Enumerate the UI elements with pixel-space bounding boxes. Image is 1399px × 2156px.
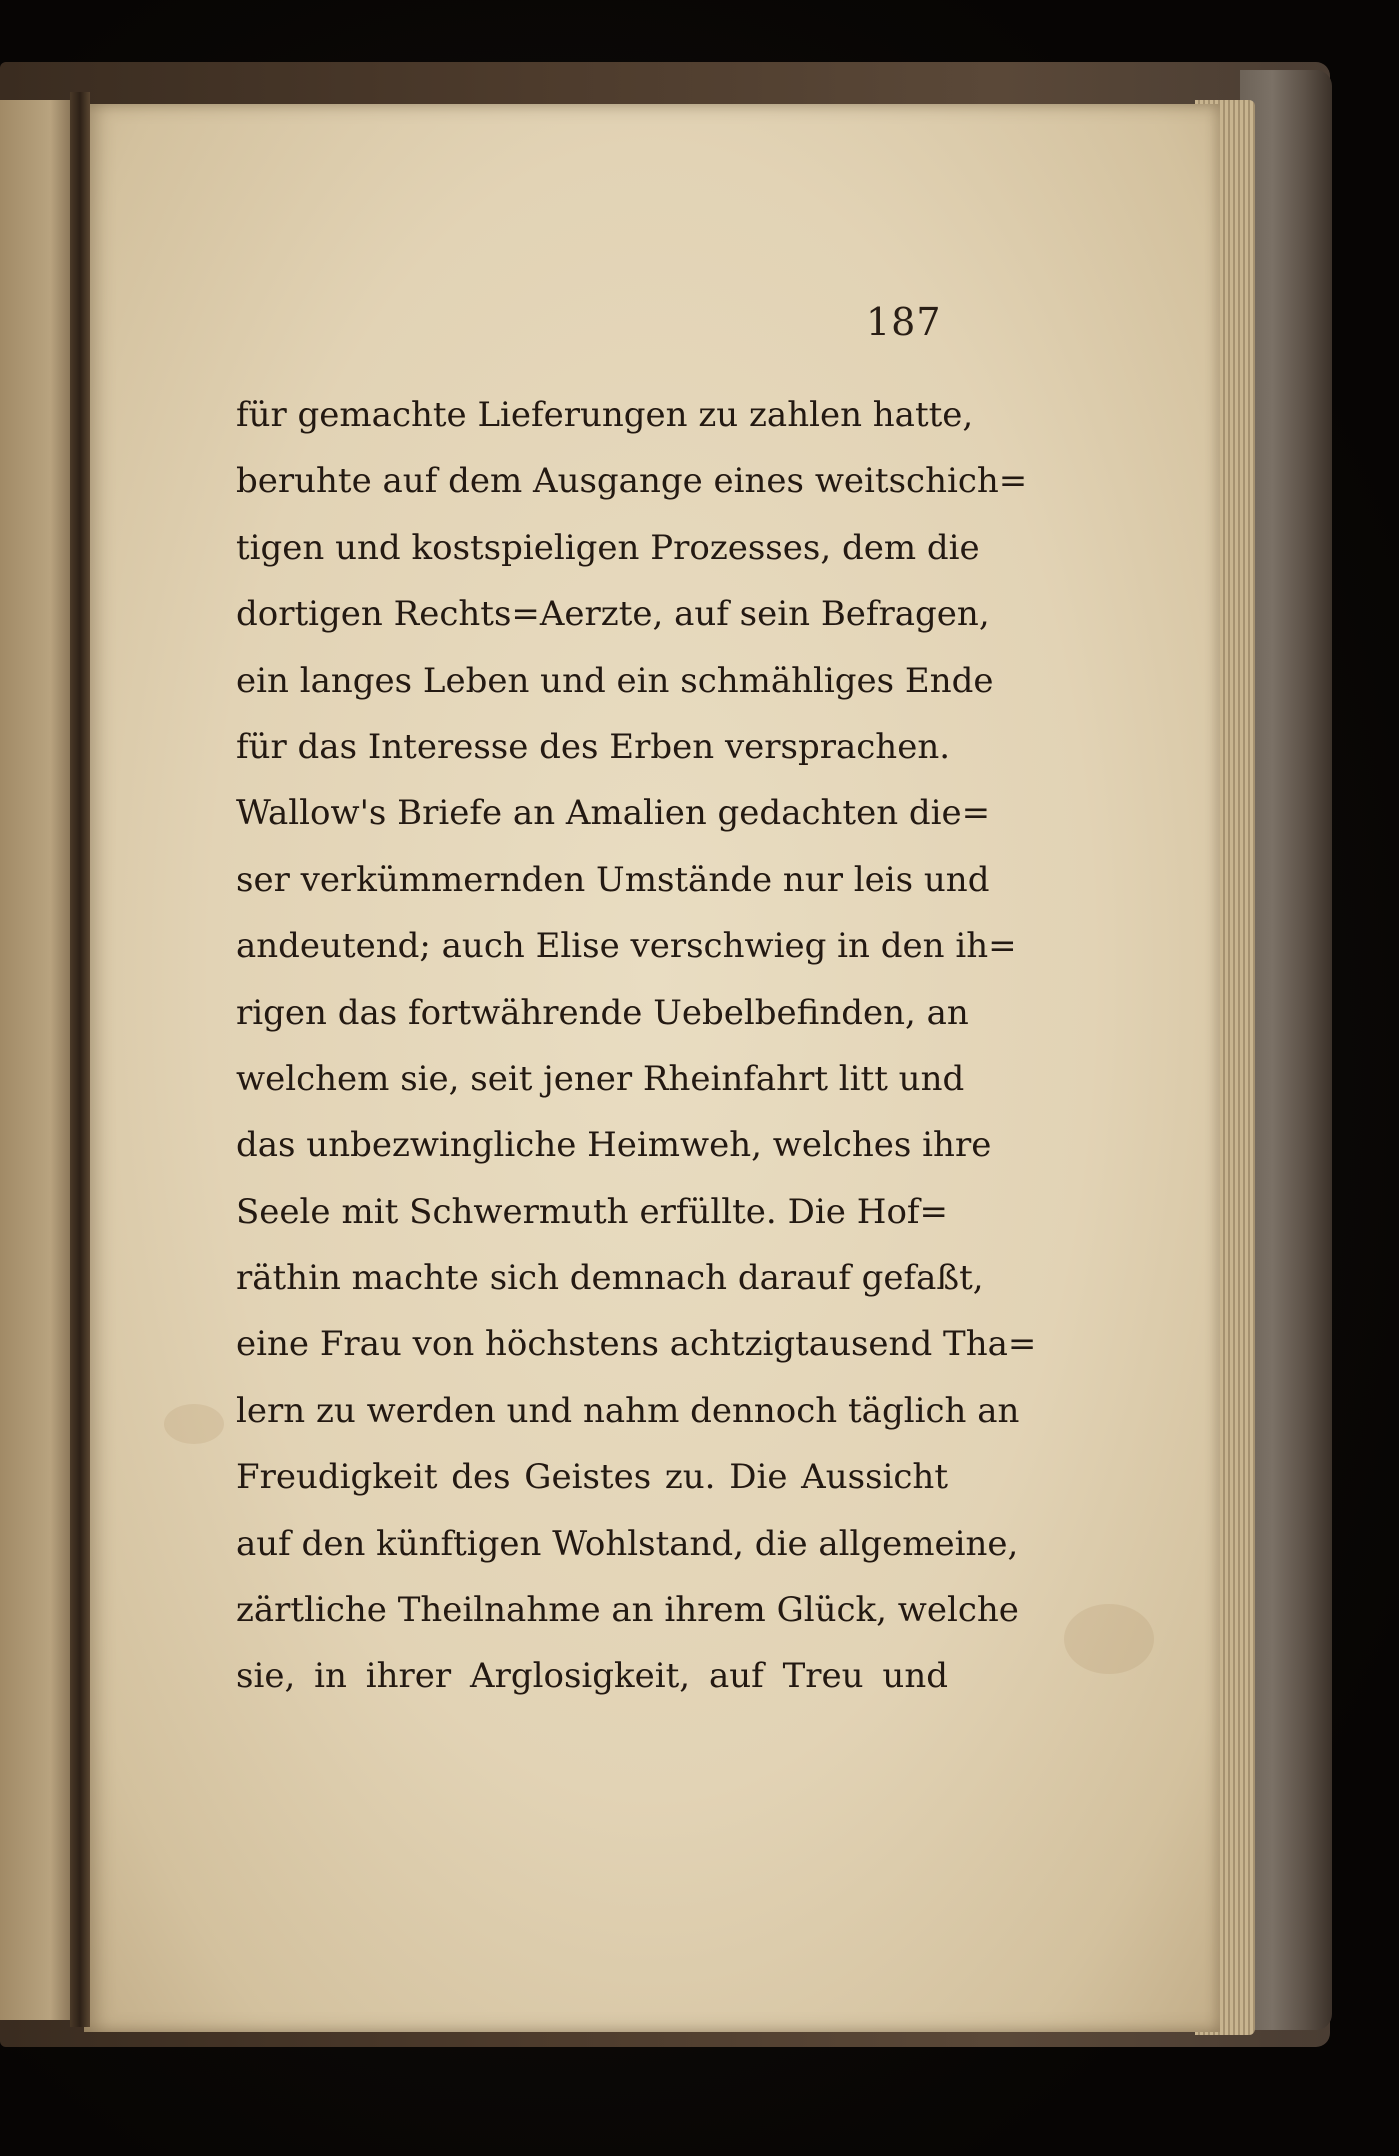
text-line: räthin machte sich demnach darauf gefaßt, bbox=[236, 1258, 984, 1299]
text-line: ser verkümmernden Umstände nur leis und bbox=[236, 859, 990, 900]
text-line: tigen und kostspieligen Prozesses, dem die bbox=[236, 527, 980, 568]
text-line: ein langes Leben und ein schmähliges Ende bbox=[236, 660, 994, 701]
page-number: 187 bbox=[866, 300, 942, 344]
text-line: Freudigkeit des Geistes zu. Die Aussicht bbox=[236, 1457, 948, 1498]
text-line: für gemachte Lieferungen zu zahlen hatte, bbox=[236, 395, 974, 435]
text-line: andeutend; auch Elise verschwieg in den ih= bbox=[236, 926, 1017, 967]
text-line: lern zu werden und nahm dennoch täglich an bbox=[236, 1390, 1020, 1431]
text-line: sie, in ihrer Arglosigkeit, auf Treu und bbox=[236, 1656, 948, 1697]
stain bbox=[164, 1404, 224, 1444]
text-line: welchem sie, seit jener Rheinfahrt litt und bbox=[236, 1058, 965, 1099]
book-gutter bbox=[70, 92, 90, 2027]
text-line: auf den künftigen Wohlstand, die allgemeine, bbox=[236, 1523, 1019, 1564]
text-line: Seele mit Schwermuth erfüllte. Die Hof= bbox=[236, 1191, 948, 1232]
text-line: zärtliche Theilnahme an ihrem Glück, welche bbox=[236, 1590, 1019, 1631]
text-line: für das Interesse des Erben versprachen. bbox=[236, 726, 951, 767]
text-line: beruhte auf dem Ausgange eines weitschich= bbox=[236, 461, 1028, 502]
text-line: dortigen Rechts=Aerzte, auf sein Befragen, bbox=[236, 594, 990, 635]
page-text bbox=[236, 382, 1037, 1710]
text-line: rigen das fortwährende Uebelbefinden, an bbox=[236, 992, 969, 1033]
text-line: Wallow's Briefe an Amalien gedachten die= bbox=[236, 793, 991, 834]
text-line: das unbezwingliche Heimweh, welches ihre bbox=[236, 1125, 992, 1166]
stain bbox=[1064, 1604, 1154, 1674]
text-line: eine Frau von höchstens achtzigtausend Tha= bbox=[236, 1324, 1037, 1365]
